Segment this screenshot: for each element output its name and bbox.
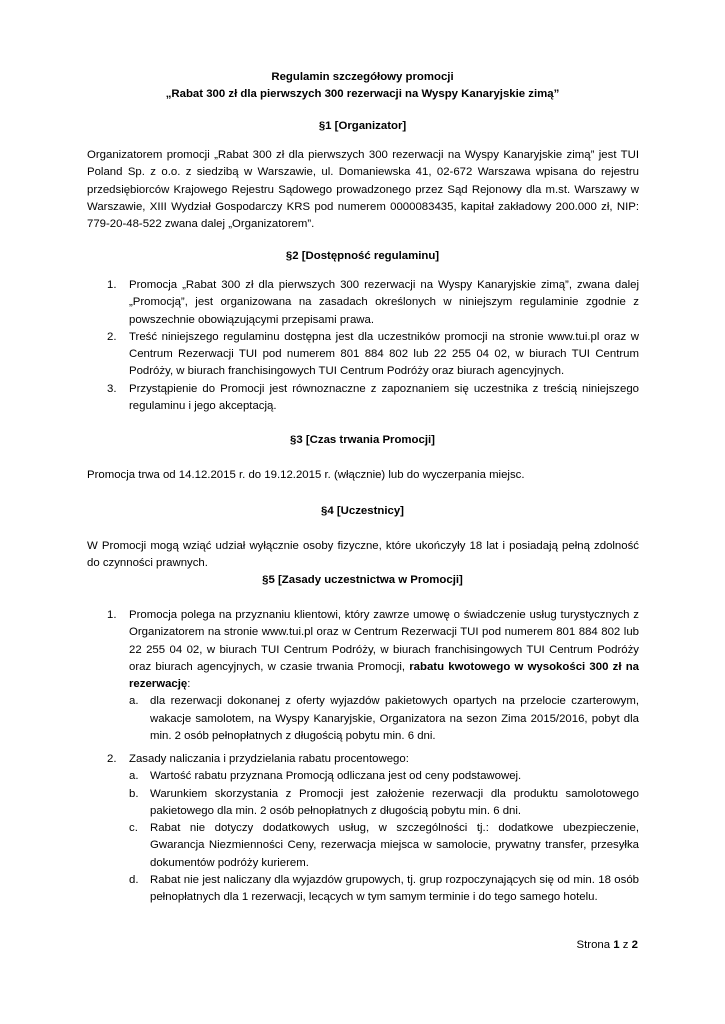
section-5-list-continued: [87, 751, 639, 907]
list-item-tail: :: [187, 678, 191, 691]
section-3-text: Promocja trwa od 14.12.2015 r. do 19.12.2015 r. (włącznie) lub do wyczerpania miejsc.: [87, 469, 525, 481]
sub-list-text: Wartość rabatu przyznana Promocją odliczana jest od ceny podstawowej.: [150, 770, 522, 783]
footer-separator: z: [622, 939, 629, 951]
document-subtitle: „Rabat 300 zł dla pierwszych 300 rezerwacji na Wyspy Kanaryjskie zimą”: [165, 88, 560, 100]
section-2-list: [87, 277, 639, 415]
sub-list-letter: a.: [129, 770, 139, 783]
list-item: [87, 277, 639, 329]
sub-list-item: [129, 768, 639, 785]
list-item-number: 3.: [107, 382, 117, 395]
sub-list-item: [129, 872, 639, 907]
list-item-number: 2.: [107, 330, 117, 343]
list-item-text: Promocja polega na przyznaniu klientowi, który zawrze umowę o świadczenie usług turystycznych z Organizatorem na stronie www.tui.pl oraz w Centrum Rezerwacji TUI pod numerem 801 884 802 lub 22 255 04 02, w biurach TUI Centrum Podróży, w biurach franchisingowych TUI Centrum Podróży oraz biurach agencyjnych, w czasie trwania Promocji,: [129, 609, 639, 673]
list-item-number: 2.: [107, 753, 117, 765]
list-item-number: 1.: [107, 609, 117, 621]
list-item-text: Treść niniejszego regulaminu dostępna jest dla uczestników promocji na stronie www.tui.pl oraz w Centrum Rezerwacji TUI pod numerem 801 884 802 lub 22 255 04 02, w biurach TUI Centrum Podróży, w biurach franchisingowych TUI Centrum Podróży oraz biurach agencyjnych.: [129, 330, 639, 378]
list-item: [87, 329, 639, 381]
sub-list-text: Rabat nie jest naliczany dla wyjazdów grupowych, tj. grup rozpoczynających się od min. 18 osób pełnopłatnych dla 1 rezerwacji, lecących w tym samym terminie i do tego samego hotelu.: [150, 874, 639, 904]
sub-list-item: [129, 693, 639, 745]
sub-list-item: [129, 820, 639, 872]
footer-page-total: 2: [631, 939, 638, 951]
sub-list: [129, 693, 639, 745]
section-5-heading: §5 [Zasady uczestnictwa w Promocji]: [262, 574, 463, 586]
sub-list: [129, 768, 639, 906]
sub-list-text: Warunkiem skorzystania z Promocji jest założenie rezerwacji dla produktu samolotowego pakietowego dla min. 2 osób pełnopłatnych z długością pobytu min. 6 dni.: [150, 787, 639, 817]
section-2-heading: §2 [Dostępność regulaminu]: [285, 250, 440, 262]
sub-list-text: dla rezerwacji dokonanej z oferty wyjazdów pakietowych opartych na przelocie czarterowym, wakacje samolotem, na Wyspy Kanaryjskie, Organizatora na sezon Zima 2015/2016, pobyt dla min. 2 osób pełnopłatnych z długością pobytu min. 6 dni.: [150, 695, 639, 743]
sub-list-letter: b.: [129, 787, 139, 800]
sub-list-text: Rabat nie dotyczy dodatkowych usług, w szczególności tj.: dodatkowe ubezpieczenie, Gwarancja Niezmienności Ceny, rezerwacja miejsca w samolocie, prywatny transfer, przesyłka dokumentów podróży kurierem.: [150, 822, 639, 869]
list-item: [87, 381, 639, 416]
sub-list-letter: c.: [129, 822, 138, 835]
section-3-heading: §3 [Czas trwania Promocji]: [290, 434, 435, 446]
list-item: [87, 751, 639, 907]
sub-list-item: [129, 786, 639, 821]
list-item: [87, 607, 639, 745]
page-footer: [577, 937, 638, 954]
section-5-list: [87, 607, 639, 745]
section-4-text: W Promocji mogą wziąć udział wyłącznie osoby fizyczne, które ukończyły 18 lat i posiadają pełną zdolność do czynności prawnych.: [87, 540, 639, 570]
section-1-text: Organizatorem promocji „Rabat 300 zł dla pierwszych 300 rezerwacji na Wyspy Kanaryjskie zimą” jest TUI Poland Sp. z o.o. z siedzibą w Warszawie, ul. Domaniewska 41, 02-672 Warszawa wpisana do rejestru przedsiębiorców Krajowego Rejestru Sądowego prowadzonego przez Sąd Rejonowy dla m.st. Warszawy w Warszawie, XIII Wydział Gospodarczy KRS pod numerem 0000083435, kapitał zakładowy 200.000 zł, NIP: 779-20-48-522 zwana dalej „Organizatorem”.: [87, 149, 639, 231]
sub-list-letter: a.: [129, 695, 139, 708]
sub-list-letter: d.: [129, 874, 139, 887]
list-item-number: 1.: [107, 279, 117, 291]
footer-prefix: Strona: [576, 939, 611, 951]
document-title: Regulamin szczegółowy promocji: [271, 71, 454, 83]
list-item-text: Przystąpienie do Promocji jest równoznaczne z zapoznaniem się uczestnika z treścią niniejszego regulaminu i jego akceptacją.: [129, 382, 639, 413]
section-4-heading: §4 [Uczestnicy]: [321, 505, 404, 517]
footer-page-number: 1: [613, 939, 620, 951]
section-1-heading: §1 [Organizator]: [318, 120, 407, 132]
list-item-text: Zasady naliczania i przydzielania rabatu procentowego:: [129, 753, 409, 765]
discount-highlight: rabatu kwotowego w wysokości 300 zł na rezerwację: [129, 660, 639, 691]
list-item-text: Promocja „Rabat 300 zł dla pierwszych 300 rezerwacji na Wyspy Kanaryjskie zimą”, zwana dalej „Promocją”, jest organizowana na zasadach określonych w niniejszym regulaminie zgodnie z powszechnie obowiązującymi przepisami prawa.: [129, 279, 639, 326]
